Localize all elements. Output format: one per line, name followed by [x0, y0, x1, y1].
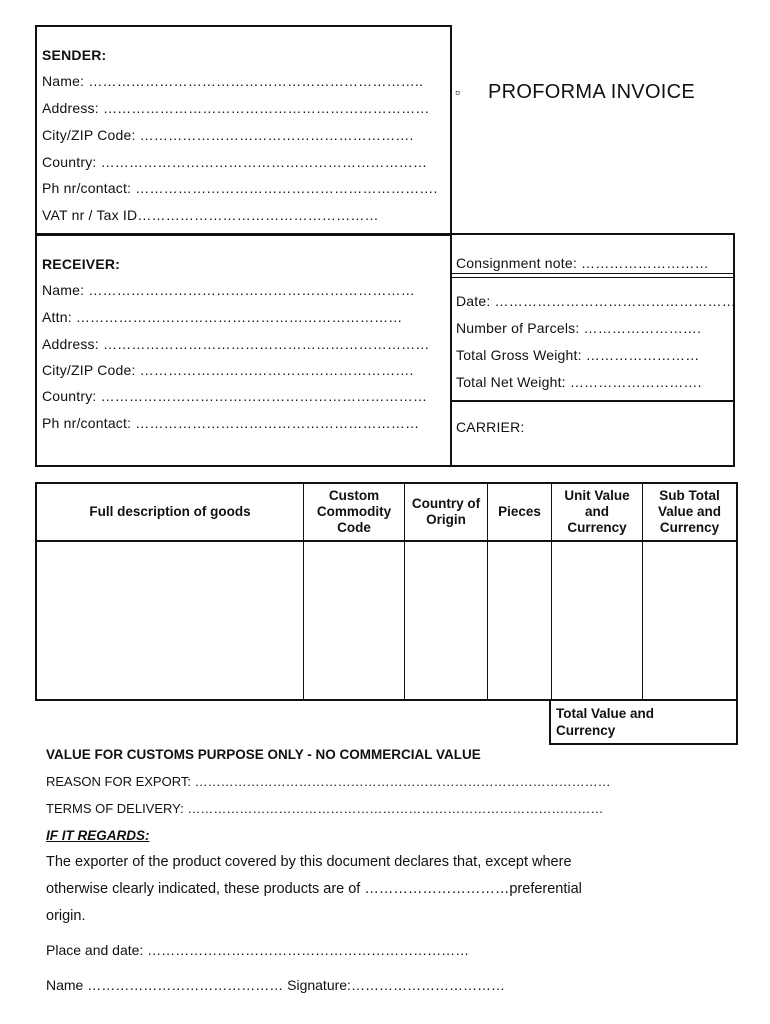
sender-city-field[interactable]: City/ZIP Code: ………………………………………………….	[42, 127, 414, 143]
reason-for-export-field[interactable]: REASON FOR EXPORT: ……………………………………………………………………………………	[46, 774, 611, 789]
date-field[interactable]: Date: ……………………………………………	[456, 293, 736, 309]
parcels-field[interactable]: Number of Parcels: …………………….	[456, 320, 702, 336]
shipment-box	[450, 233, 735, 467]
receiver-address-field[interactable]: Address: ……………………………………………………………	[42, 336, 430, 352]
sender-vat-field[interactable]: VAT nr / Tax ID……………………………………………	[42, 207, 379, 223]
header-description: Full description of goods	[89, 504, 251, 519]
declaration-line: origin.	[46, 908, 86, 924]
header-subtotal: Sub Total Value and Currency	[657, 488, 722, 535]
receiver-attn-field[interactable]: Attn: ……………………………………………………………	[42, 309, 403, 325]
divider	[452, 277, 733, 278]
divider	[452, 400, 733, 402]
header-unit-value: Unit Value and Currency	[564, 488, 630, 535]
if-regards-heading: IF IT REGARDS:	[46, 828, 150, 843]
carrier-field[interactable]: CARRIER:	[456, 419, 525, 435]
place-date-field[interactable]: Place and date: ……………………………………………………………	[46, 942, 470, 958]
receiver-phone-field[interactable]: Ph nr/contact: ……………………………………………………	[42, 415, 420, 431]
sender-address-field[interactable]: Address: ……………………………………………………………	[42, 100, 430, 116]
receiver-country-field[interactable]: Country: ……………………………………………………………	[42, 388, 428, 404]
checkbox-icon[interactable]: ▫	[455, 84, 461, 100]
document-title: PROFORMA INVOICE	[488, 81, 696, 103]
terms-of-delivery-field[interactable]: TERMS OF DELIVERY: ……………………………………………………………………………………	[46, 801, 604, 816]
sender-name-field[interactable]: Name: ……………………………………………………………..	[42, 73, 424, 89]
goods-table	[35, 482, 738, 701]
receiver-city-field[interactable]: City/ZIP Code: ………………………………………………….	[42, 362, 414, 378]
consignment-note-field[interactable]: Consignment note: ………………………	[456, 255, 709, 271]
name-signature-field[interactable]: Name …………………………………… Signature:……………………………	[46, 977, 505, 993]
receiver-heading: RECEIVER:	[42, 256, 121, 272]
header-country-origin: Country of Origin	[411, 496, 481, 527]
table-header-divider	[37, 540, 736, 542]
receiver-name-field[interactable]: Name: ……………………………………………………………	[42, 282, 415, 298]
sender-box	[35, 25, 452, 236]
header-commodity-code: Custom Commodity Code	[316, 488, 392, 535]
declaration-line: The exporter of the product covered by this document declares that, except where	[46, 854, 572, 870]
total-value-box	[549, 699, 738, 745]
total-value-label: Total Value and Currency	[556, 706, 655, 738]
sender-country-field[interactable]: Country: ……………………………………………………………	[42, 154, 428, 170]
declaration-line: otherwise clearly indicated, these products are of …………………………preferential	[46, 881, 582, 897]
sender-phone-field[interactable]: Ph nr/contact: ……………………………………………………….	[42, 180, 438, 196]
receiver-box	[35, 233, 452, 467]
customs-heading: VALUE FOR CUSTOMS PURPOSE ONLY - NO COMMERCIAL VALUE	[46, 747, 481, 762]
sender-heading: SENDER:	[42, 47, 107, 63]
header-pieces: Pieces	[498, 504, 541, 519]
net-weight-field[interactable]: Total Net Weight: ……………………….	[456, 374, 702, 390]
gross-weight-field[interactable]: Total Gross Weight: ……………………	[456, 347, 700, 363]
divider	[452, 273, 733, 274]
